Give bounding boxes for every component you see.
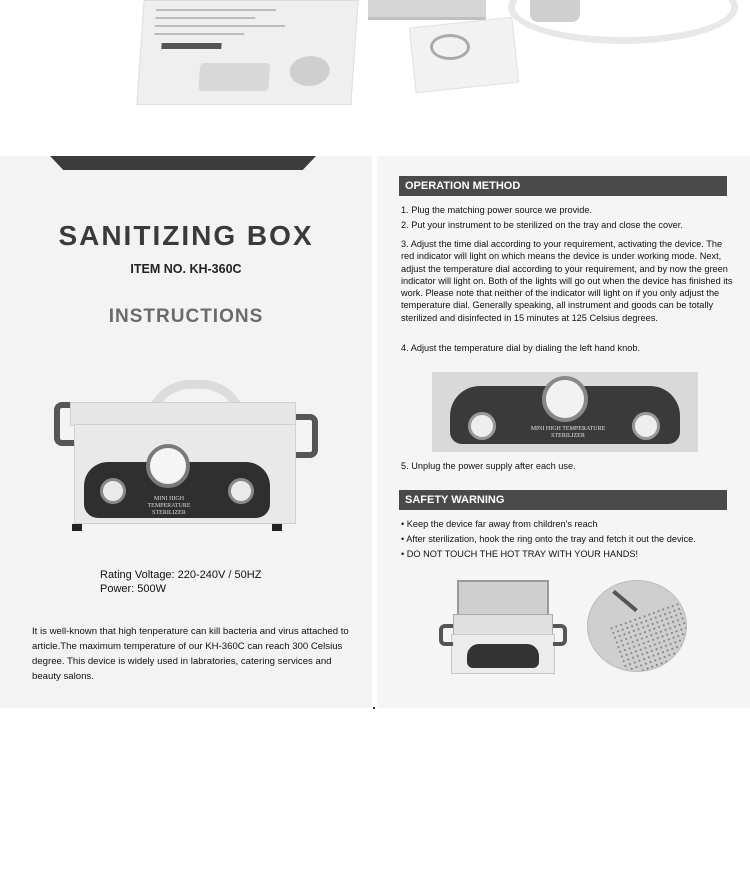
time-knob: [100, 478, 126, 504]
device-corner: [368, 0, 486, 20]
operation-method-header: OPERATION METHOD: [399, 176, 727, 196]
top-band: [50, 156, 316, 170]
right-handle: [553, 624, 567, 646]
time-knob: [468, 412, 496, 440]
text-line: [156, 9, 276, 11]
booklet-thumbnail: [136, 0, 358, 105]
operation-step: 1. Plug the matching power source we provide.: [401, 205, 592, 215]
device-lid: [70, 402, 296, 426]
power-rating: Power: 500W: [100, 583, 167, 595]
intro-paragraph: It is well-known that high tenperature can kill bacteria and virus attached to article.The maximum temperature of our KH-360C can reach 300 Celsius degree. This device is widely used in labratories, catering services and beauty salons.: [32, 626, 349, 682]
temperature-gauge: [146, 444, 190, 488]
operation-step: 5. Unplug the power supply after each use.: [401, 461, 576, 471]
open-sterilizer-photo: [439, 580, 565, 680]
text-line: [155, 17, 255, 19]
rating-voltage: Rating Voltage: 220-240V / 50HZ: [100, 569, 262, 581]
specs: [100, 568, 261, 596]
sterilizer-device-illustration: [54, 376, 330, 536]
safety-warning-item: • DO NOT TOUCH THE HOT TRAY WITH YOUR HANDS!: [401, 549, 639, 559]
thumbnail-header-bar: [161, 43, 221, 49]
safety-warning-item: • After sterilization, hook the ring onto the tray and fetch it out the device.: [401, 534, 696, 544]
manual-title: SANITIZING BOX: [58, 220, 314, 251]
mesh-tray: [608, 599, 687, 672]
operation-step: 3. Adjust the time dial according to your requirement, activating the device. The red indicator will light on which means the device is under working mode. Next, adjust the temperature dial according to your requirement, and by now the green indicator will light on. Both of the lights will go out when the device has finished its work. Please note that neither of the indicator will light on if you only adjust the temperature dial. Generally speaking, all instrument and goods can be totally sterilized and disinfected in 15 minutes at 125 Celsius degrees.: [401, 239, 733, 323]
accessories-photo: [0, 0, 750, 120]
thumbnail-tray: [289, 56, 331, 86]
thumbnail-device: [198, 63, 270, 91]
temperature-knob: [228, 478, 254, 504]
control-panel-photo: [432, 372, 698, 452]
text-line: [155, 25, 285, 27]
hook-tool: [612, 590, 638, 612]
item-number: ITEM NO. KH-360C: [130, 262, 242, 276]
control-panel: [467, 644, 539, 668]
tray-chamber: [453, 614, 553, 636]
panel-label: MINI HIGH TEMPERATURE STERILIZER: [147, 496, 191, 516]
left-handle: [439, 624, 453, 646]
temperature-gauge: [542, 376, 588, 422]
power-plug: [530, 0, 580, 22]
manual-cover-page: [0, 156, 372, 708]
device-foot: [272, 524, 282, 531]
temperature-knob: [632, 412, 660, 440]
manual-instructions-page: [377, 156, 750, 708]
operation-step: 2. Put your instrument to be sterilized on the tray and close the cover.: [401, 220, 683, 230]
right-handle: [294, 414, 318, 458]
safety-warning-item: • Keep the device far away from children's reach: [401, 519, 598, 529]
hook-ring: [430, 34, 470, 60]
tray-hook-photo: [587, 580, 687, 672]
device-foot: [72, 524, 82, 531]
operation-step: 4. Adjust the temperature dial by dialing the left hand knob.: [401, 343, 641, 353]
safety-warning-header: SAFETY WARNING: [399, 490, 727, 510]
open-lid: [457, 580, 549, 616]
page-marker: [373, 707, 375, 709]
panel-label: MINI HIGH TEMPERATURE STERILIZER: [530, 426, 606, 439]
instructions-heading: INSTRUCTIONS: [108, 306, 264, 327]
text-line: [154, 33, 244, 35]
